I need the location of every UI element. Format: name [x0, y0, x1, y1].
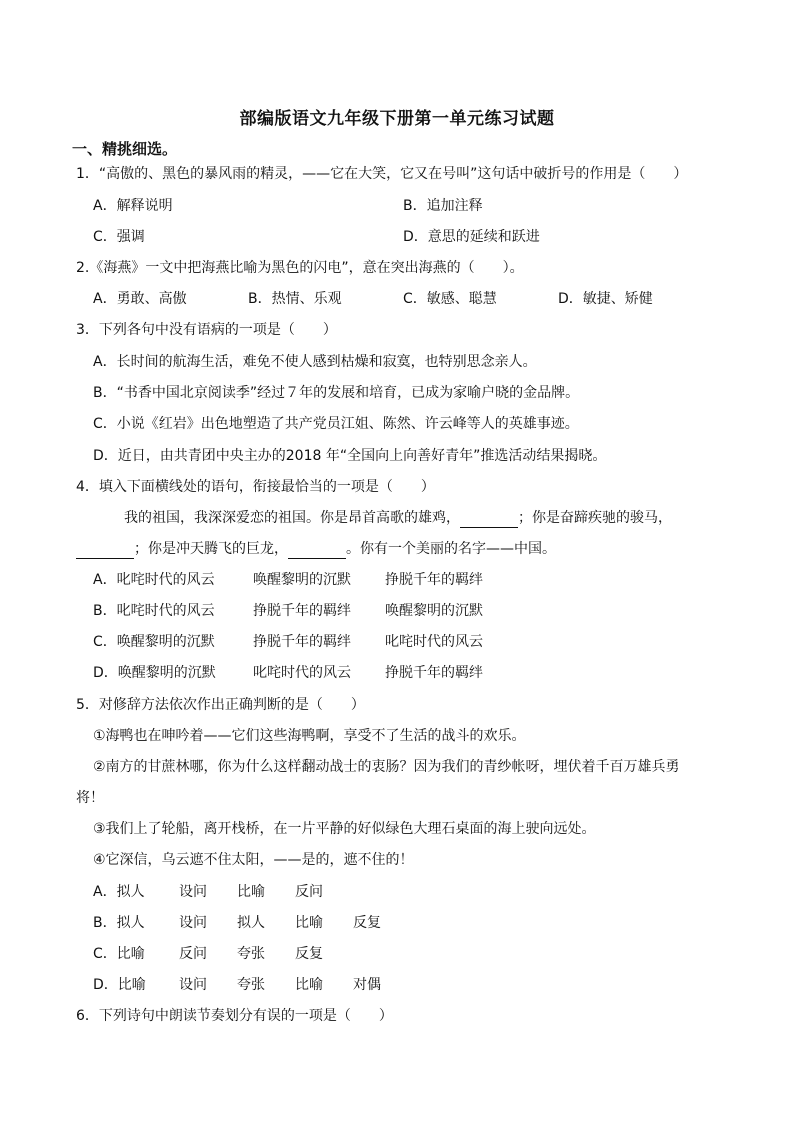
q5-option-b-5: 反复	[353, 915, 381, 931]
q5-sentence-3: ③我们上了轮船，离开栈桥，在一片平静的好似绿色大理石桌面的海上驶向远处。	[93, 821, 596, 837]
q5-option-b-1: B．拟人	[93, 915, 145, 931]
q4-blank-2	[76, 544, 134, 559]
q3-option-d: D．近日，由共青团中央主办的2018 年“全国向上向善好青年”推选活动结果揭晓。	[93, 448, 607, 464]
q5-option-a-4: 反问	[295, 884, 323, 900]
q5-option-c-3: 夸张	[237, 946, 265, 962]
q4-option-c	[93, 632, 483, 652]
q2-option-a: A．勇敢、高傲	[93, 291, 187, 307]
q5-option-d-1: D．比喻	[93, 977, 146, 993]
question-3-stem: 3．下列各句中没有语病的一项是（ ）	[76, 322, 337, 338]
q3-option-b: B．“书香中国北京阅读季”经过７年的发展和培育，已成为家喻户晓的金品牌。	[93, 385, 580, 401]
q5-option-c	[93, 944, 323, 964]
q5-sentence-2: ②南方的甘蔗林哪，你为什么这样翻动战士的衷肠？因为我们的青纱帐呀，埋伏着千百万雄兵勇	[93, 759, 680, 775]
q4-passage-line-2	[76, 539, 556, 559]
question-1-stem: 1．“高傲的、黑色的暴风雨的精灵，——它在大笑，它又在号叫”这句话中破折号的作用是（ ）	[76, 166, 688, 182]
q5-option-a-1: A．拟人	[93, 884, 145, 900]
q5-option-b-4: 比喻	[295, 915, 323, 931]
q5-option-a-2: 设问	[179, 884, 207, 900]
q5-option-d-4: 比喻	[295, 977, 323, 993]
q4-option-d-3: 挣脱千年的羁绊	[385, 665, 483, 681]
q3-option-c: C．小说《红岩》出色地塑造了共产党员江姐、陈然、许云峰等人的英雄事迹。	[93, 416, 579, 432]
q5-option-a-3: 比喻	[237, 884, 265, 900]
q5-option-b-3: 拟人	[237, 915, 265, 931]
q3-option-a: A．长时间的航海生活，难免不使人感到枯燥和寂寞，也特别思念亲人。	[93, 354, 537, 370]
q5-option-d-3: 夸张	[237, 977, 265, 993]
q1-option-a: A．解释说明	[93, 198, 173, 214]
q5-option-d-5: 对偶	[353, 977, 381, 993]
question-4-stem: 4．填入下面横线处的语句，衔接最恰当的一项是（ ）	[76, 479, 435, 495]
q4-option-c-2: 挣脱千年的羁绊	[253, 634, 351, 650]
question-6-stem: 6．下列诗句中朗读节奏划分有误的一项是（ ）	[76, 1008, 393, 1024]
q5-option-b-2: 设问	[179, 915, 207, 931]
q4-option-a-2: 唤醒黎明的沉默	[253, 572, 351, 588]
q5-option-c-1: C．比喻	[93, 946, 145, 962]
q5-option-a	[93, 882, 323, 902]
question-5-stem: 5．对修辞方法依次作出正确判断的是（ ）	[76, 697, 365, 713]
q5-option-c-2: 反问	[179, 946, 207, 962]
q4-passage-b: ；你是奋蹄疾驰的骏马，	[518, 510, 672, 526]
q5-option-c-4: 反复	[295, 946, 323, 962]
q4-blank-3	[288, 544, 346, 559]
q4-option-a	[93, 570, 483, 590]
q2-option-c: C．敏感、聪慧	[403, 291, 497, 307]
q4-option-b-3: 唤醒黎明的沉默	[385, 603, 483, 619]
q4-option-b	[93, 601, 483, 621]
q4-option-d-2: 叱咤时代的风云	[253, 665, 351, 681]
q1-option-b: B．追加注释	[403, 198, 483, 214]
q5-sentence-2-cont: 将！	[76, 790, 104, 806]
q1-option-c: C．强调	[93, 229, 145, 245]
q4-option-b-1: B．叱咤时代的风云	[93, 603, 215, 619]
q4-passage-line-1	[124, 508, 672, 528]
q5-sentence-1: ①海鸭也在呻吟着——它们这些海鸭啊，享受不了生活的战斗的欢乐。	[93, 728, 526, 744]
q5-option-d-2: 设问	[179, 977, 207, 993]
question-2-stem: 2.《海燕》一文中把海燕比喻为黑色的闪电”，意在突出海燕的（ ）。	[76, 260, 524, 276]
q4-passage-d: 。你有一个美丽的名字——中国。	[346, 541, 556, 557]
q4-option-c-3: 叱咤时代的风云	[385, 634, 483, 650]
q4-option-d	[93, 663, 483, 683]
q5-sentence-4: ④它深信，乌云遮不住太阳，——是的，遮不住的！	[93, 852, 414, 868]
q4-option-a-1: A．叱咤时代的风云	[93, 572, 215, 588]
q1-option-d: D．意思的延续和跃进	[403, 229, 540, 245]
section-heading: 一、精挑细选。	[72, 140, 178, 158]
q5-option-d	[93, 975, 381, 995]
q4-blank-1	[460, 513, 518, 528]
q2-option-b: B．热情、乐观	[248, 291, 342, 307]
q4-passage-a: 我的祖国，我深深爱恋的祖国。你是昂首高歌的雄鸡，	[124, 510, 460, 526]
q4-option-b-2: 挣脱千年的羁绊	[253, 603, 351, 619]
q4-option-a-3: 挣脱千年的羁绊	[385, 572, 483, 588]
q4-option-c-1: C．唤醒黎明的沉默	[93, 634, 215, 650]
q4-option-d-1: D．唤醒黎明的沉默	[93, 665, 216, 681]
q5-option-b	[93, 913, 381, 933]
q4-passage-c: ；你是冲天腾飞的巨龙，	[134, 541, 288, 557]
q2-option-d: D．敏捷、矫健	[558, 291, 653, 307]
page-title: 部编版语文九年级下册第一单元练习试题	[239, 109, 555, 129]
